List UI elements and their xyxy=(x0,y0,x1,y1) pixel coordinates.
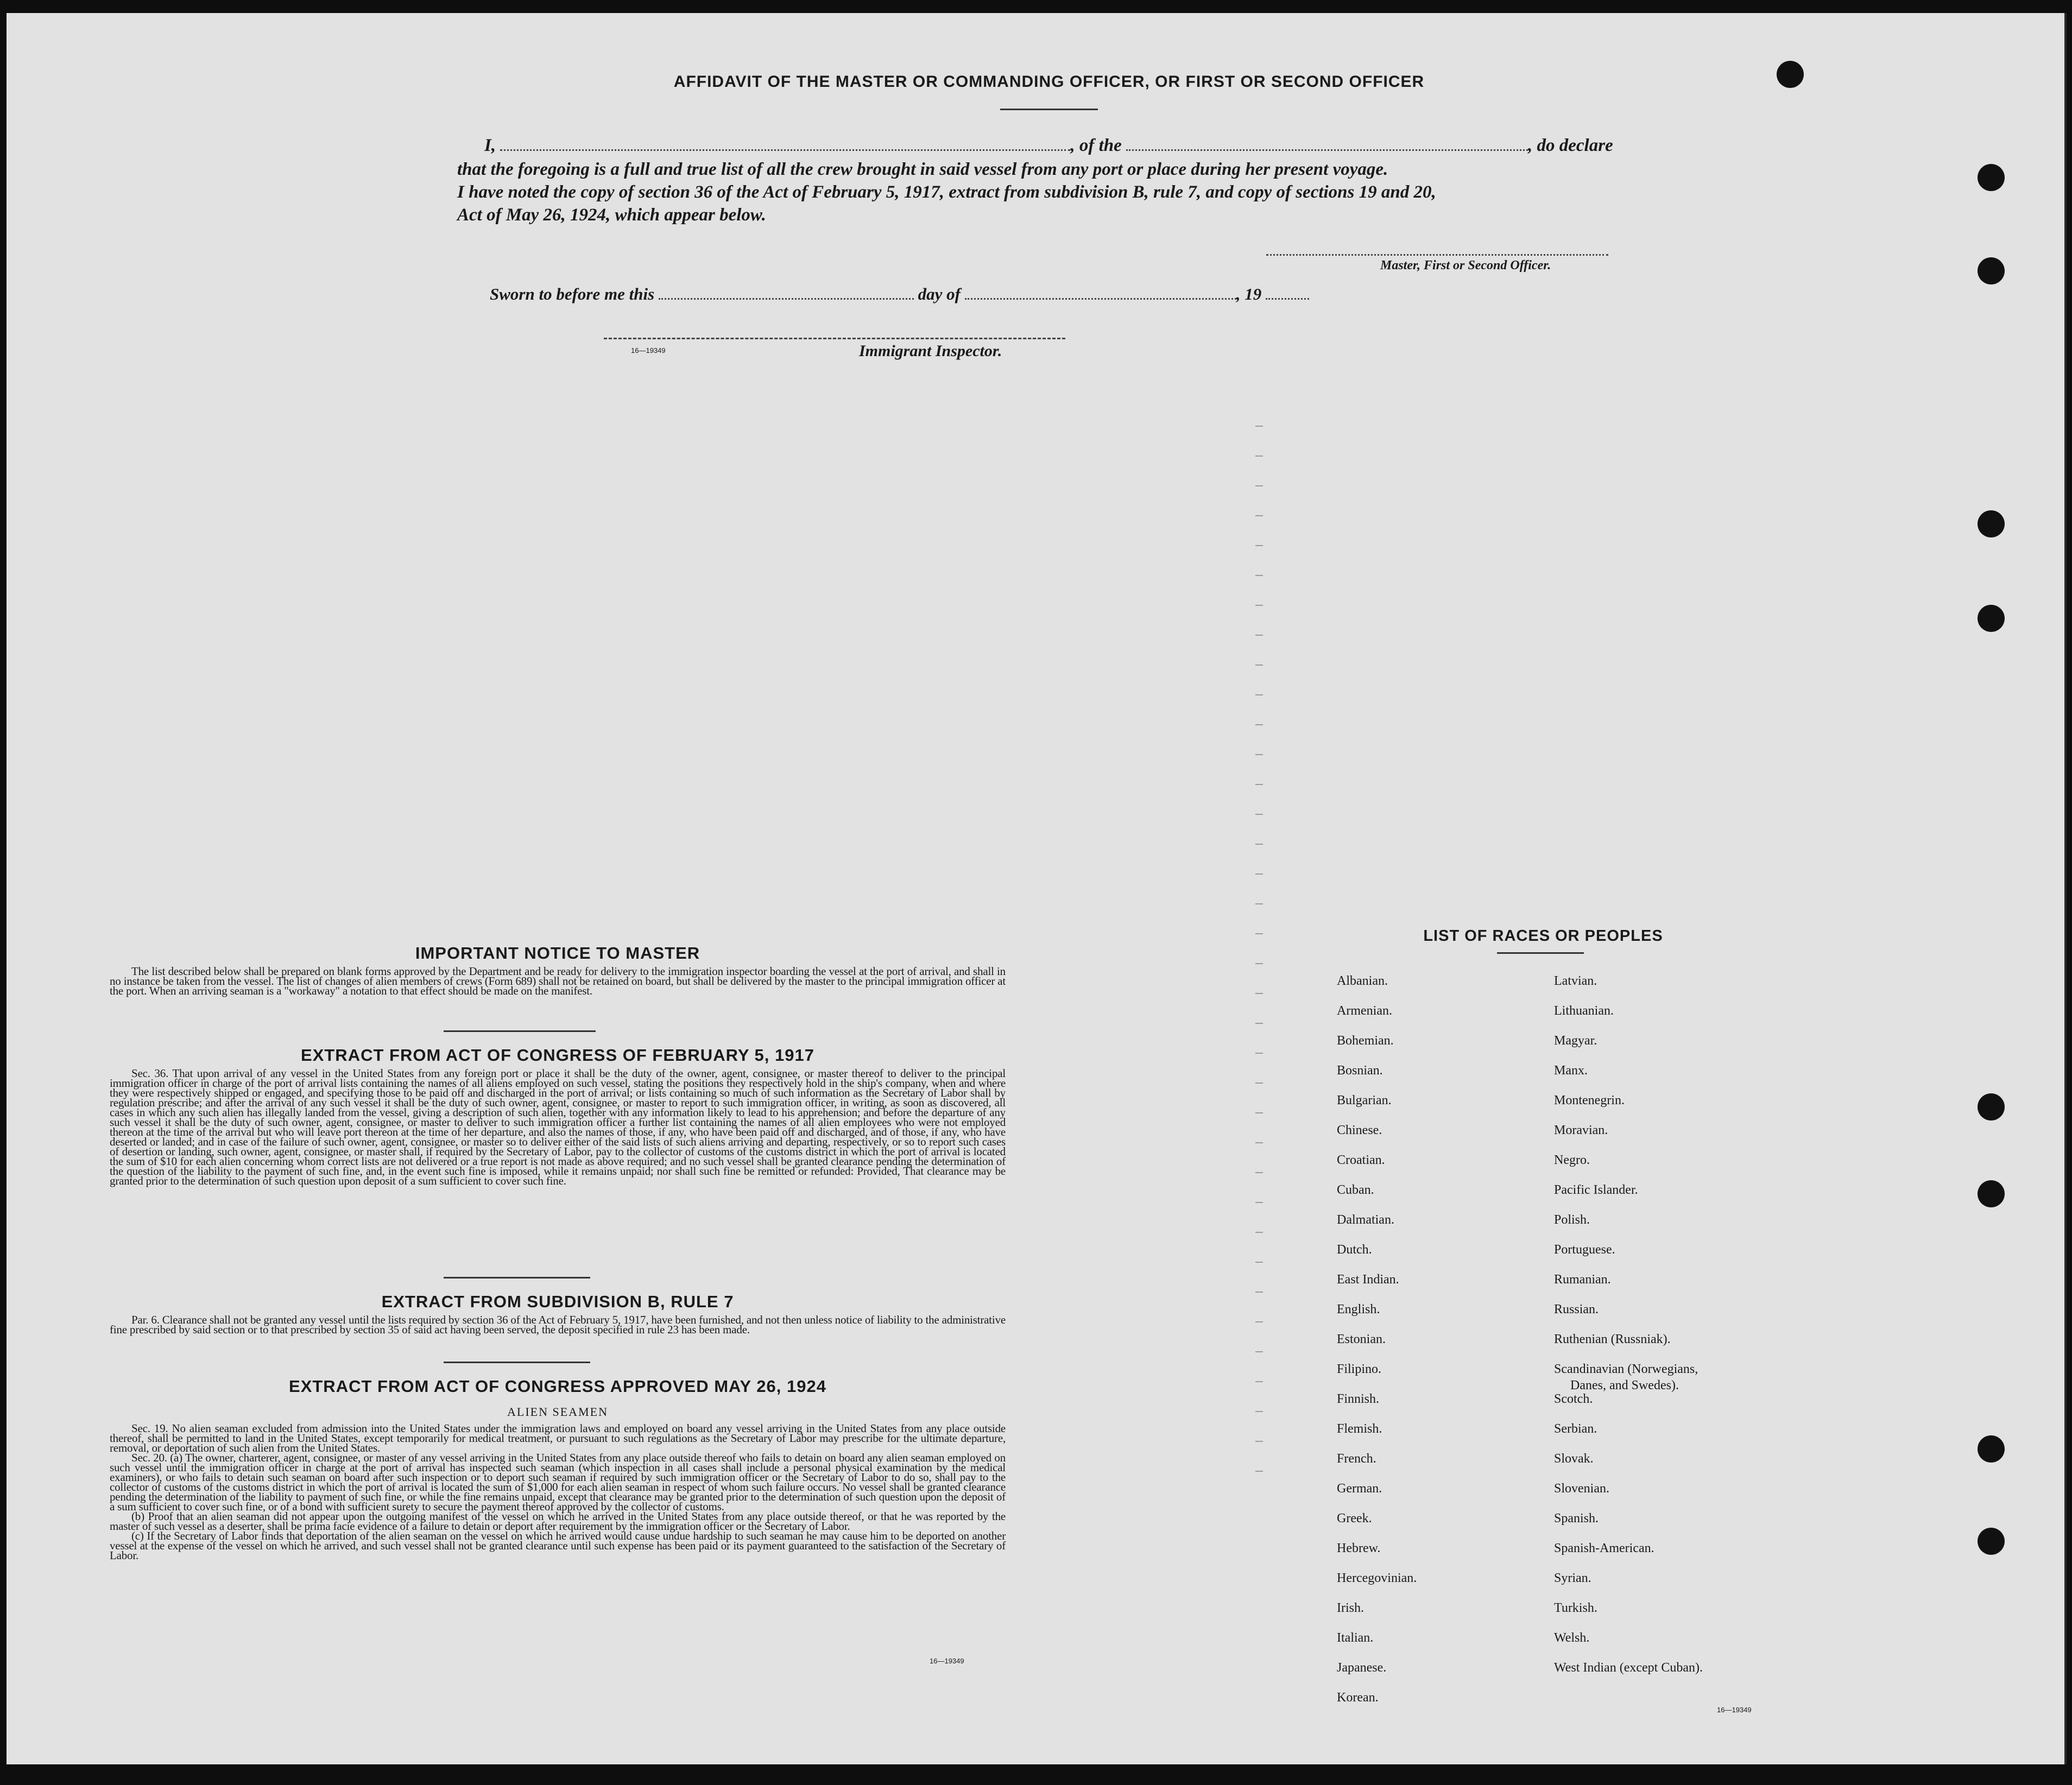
tick-mark xyxy=(1255,635,1263,636)
race-item: Serbian. xyxy=(1554,1422,1597,1436)
inspector-caption: Immigrant Inspector. xyxy=(859,342,1002,360)
race-item: Irish. xyxy=(1337,1601,1364,1615)
race-item: Scandinavian (Norwegians, xyxy=(1554,1362,1698,1376)
tick-mark xyxy=(1255,1083,1263,1084)
race-item: Korean. xyxy=(1337,1691,1379,1705)
notice-title: IMPORTANT NOTICE TO MASTER xyxy=(415,944,700,963)
affidavit-body-line2: I have noted the copy of section 36 of the Act of February 5, 1917, extract from subdivision B, rule 7, and copy of sections 19 and 20, xyxy=(457,182,1436,202)
tick-mark xyxy=(1255,1142,1263,1143)
extract-rule7-paragraph: Par. 6. Clearance shall not be granted any vessel until the lists required by section 36 of the Act of February 5, 1917, have been furnished, and not then unless notice of liability to the administrative fine prescribed by said section or to that prescribed by section 35 of said act having been served, the deposit specified in rule 23 has been made. xyxy=(110,1313,1006,1336)
extract-rule7-title: EXTRACT FROM SUBDIVISION B, RULE 7 xyxy=(381,1292,734,1311)
race-item: German. xyxy=(1337,1482,1382,1496)
punch-hole xyxy=(1978,1093,2005,1121)
race-item: Chinese. xyxy=(1337,1123,1382,1137)
race-item: Albanian. xyxy=(1337,974,1388,988)
i-label: I, xyxy=(484,136,496,155)
tick-mark xyxy=(1255,1321,1263,1322)
tick-mark xyxy=(1255,1292,1263,1293)
tick-mark xyxy=(1255,485,1263,486)
punch-hole xyxy=(1978,605,2005,632)
tick-mark xyxy=(1255,784,1263,785)
inspector-signature-line[interactable] xyxy=(604,338,1065,339)
sworn-line xyxy=(490,284,1309,304)
affidavit-body-line1: that the foregoing is a full and true list of all the crew brought in said vessel from any port or place during her present voyage. xyxy=(457,160,1388,179)
tick-mark xyxy=(1255,1202,1263,1203)
divider xyxy=(444,1362,590,1363)
sworn-year-field[interactable] xyxy=(1266,295,1309,300)
race-item: Polish. xyxy=(1554,1213,1590,1227)
affidavit-declaration-line xyxy=(484,136,1657,156)
divider xyxy=(444,1030,596,1032)
punch-hole xyxy=(1978,1435,2005,1463)
race-item: Greek. xyxy=(1337,1511,1372,1526)
form-number: 16—19349 xyxy=(1717,1706,1752,1714)
affidavit-title: AFFIDAVIT OF THE MASTER OR COMMANDING OFFICER, OR FIRST OR SECOND OFFICER xyxy=(673,73,1425,91)
tick-mark xyxy=(1255,1172,1263,1173)
section-19-paragraph: Sec. 19. No alien seaman excluded from admission into the United States under the immigration laws and employed on board any vessel arriving in the United States from any place outside thereof, shall be permitted to land in the United States, except temporarily for medical treatment, or pursuant to such regulations as the Secretary of Labor may prescribe for the ultimate departure, removal, or deportation of such alien from the United States. xyxy=(110,1422,1006,1454)
punch-hole xyxy=(1978,1528,2005,1555)
form-number: 16—19349 xyxy=(631,346,666,355)
sworn-day-field[interactable] xyxy=(659,295,914,300)
punch-hole xyxy=(1978,257,2005,284)
race-item: Russian. xyxy=(1554,1302,1599,1316)
divider xyxy=(444,1277,590,1278)
tick-mark xyxy=(1255,1441,1263,1442)
tick-mark xyxy=(1255,694,1263,695)
race-item: Manx. xyxy=(1554,1064,1588,1078)
form-number: 16—19349 xyxy=(930,1657,964,1665)
tick-mark xyxy=(1255,426,1263,427)
race-item: Croatian. xyxy=(1337,1153,1385,1167)
punch-hole xyxy=(1978,164,2005,191)
race-item: Bosnian. xyxy=(1337,1064,1383,1078)
tick-mark xyxy=(1255,1381,1263,1382)
day-of-label: day of xyxy=(918,284,961,303)
extract-1924-subtitle: ALIEN SEAMEN xyxy=(507,1405,608,1419)
race-item: Welsh. xyxy=(1554,1631,1590,1645)
tick-mark xyxy=(1255,1232,1263,1233)
race-item: Hebrew. xyxy=(1337,1541,1381,1555)
race-item: Moravian. xyxy=(1554,1123,1608,1137)
punch-hole xyxy=(1777,61,1804,88)
extract-1917-paragraph: Sec. 36. That upon arrival of any vessel in the United States from any foreign port or place it shall be the duty of the owner, agent, consignee, or master thereof to deliver to the principal immigration officer in charge of the port of arrival lists containing the names of all aliens employed on such vessel, stating the positions they respectively hold in the ship's company, when and where they were respectively shipped or engaged, and specifying those to be paid off and discharged in the port of arrival; or lists containing so much of such information as the Secretary of Labor shall by regulation prescribe; and after the arrival of any such vessel it shall be the duty of such owner, agent, consignee, or master to report to such immigration officer, in writing, as soon as discovered, all cases in which any such alien has illegally landed from the vessel, giving a description of such alien, together with any information likely to lead to his apprehension; and before the departure of any such vessel it shall be the duty of such owner, agent, consignee, or master to deliver to such immigration officer a further list containing the names of all alien employees who were not employed thereon at the time of the arrival but who will leave port thereon at the time of her departure, and also the names of those, if any, who have been paid off and discharged, and of those, if any, who have deserted or landed; and in case of the failure of such owner, agent, consignee, or master so to deliver either of the said lists of such aliens arriving and departing, respectively, or so to report such cases of desertion or landing, such owner, agent, consignee, or master shall, if required by the Secretary of Labor, pay to the collector of customs of the customs district in which the port of arrival is located the sum of $10 for each alien concerning whom correct lists are not delivered or a true report is not made as above required; and no such vessel shall be granted clearance pending the determination of the question of the liability to the payment of such fine, and, in the event such fine is imposed, while it remains unpaid; nor shall such fine be remitted or refunded: Provided, That clearance may be granted prior to the determination of such question upon deposit of a sum sufficient to cover such fine. xyxy=(110,1067,1006,1187)
race-item: Japanese. xyxy=(1337,1661,1387,1675)
races-title: LIST OF RACES OR PEOPLES xyxy=(1423,927,1663,945)
tick-mark xyxy=(1255,1023,1263,1024)
tick-mark xyxy=(1255,873,1263,875)
race-item: Slovak. xyxy=(1554,1452,1594,1466)
tick-mark xyxy=(1255,1053,1263,1054)
tick-mark xyxy=(1255,515,1263,516)
extract-1917-title: EXTRACT FROM ACT OF CONGRESS OF FEBRUARY 5, 1917 xyxy=(301,1046,814,1065)
race-item: Dutch. xyxy=(1337,1243,1372,1257)
race-item: Hercegovinian. xyxy=(1337,1571,1417,1585)
race-item: Rumanian. xyxy=(1554,1273,1611,1287)
tick-mark xyxy=(1255,455,1263,457)
race-item: Bulgarian. xyxy=(1337,1093,1392,1107)
section-20a-paragraph: Sec. 20. (a) The owner, charterer, agent, consignee, or master of any vessel arriving in the United States from any place outside thereof who fails to detain on board any alien seaman employed on such vessel until the immigration officer in charge at the port of arrival has inspected such seaman (which inspection in all cases shall include a personal physical examination by the medical examiners), or who fails to detain such seaman on board after such inspection or to deport such seaman if required by such immigration officer or the Secretary of Labor to do so, shall pay to the collector of customs of the customs district in which the port of arrival is located the sum of $1,000 for each alien seaman in respect of whom such failure occurs. No vessel shall be granted clearance pending the determination of the liability to payment of such fine, or while the fine remains unpaid, except that clearance may be granted prior to the determination of such question upon the deposit of a sum sufficient to cover such fine, or of a bond with sufficient surety to secure the payment thereof approved by the collector of customs. xyxy=(110,1451,1006,1513)
tick-mark xyxy=(1255,814,1263,815)
affidavit-body-line3: Act of May 26, 1924, which appear below. xyxy=(457,205,766,225)
extract-rule7-text xyxy=(110,1315,1006,1334)
extract-1924-title: EXTRACT FROM ACT OF CONGRESS APPROVED MAY 26, 1924 xyxy=(289,1377,826,1396)
tick-mark xyxy=(1255,575,1263,576)
race-item: Finnish. xyxy=(1337,1392,1380,1406)
divider xyxy=(1000,109,1098,110)
race-item: Slovenian. xyxy=(1554,1482,1609,1496)
race-item: Bohemian. xyxy=(1337,1034,1394,1048)
race-item: East Indian. xyxy=(1337,1273,1399,1287)
tick-mark xyxy=(1255,1411,1263,1412)
tick-mark xyxy=(1255,1471,1263,1472)
notice-text xyxy=(110,966,1006,996)
do-declare-label: , do declare xyxy=(1528,136,1613,155)
section-20c-paragraph: (c) If the Secretary of Labor finds that deportation of the alien seaman on the vessel on which he arrived would cause undue hardship to such seaman he may cause him to be deported on another vessel at the expense of the vessel on which he arrived, and such vessel shall not be granted clearance until such expense has been paid or its payment guaranteed to the satisfaction of the Secretary of Labor. xyxy=(110,1529,1006,1562)
sworn-label: Sworn to before me this xyxy=(490,284,655,303)
race-item: Filipino. xyxy=(1337,1362,1382,1376)
tick-mark xyxy=(1255,993,1263,994)
race-item: Dalmatian. xyxy=(1337,1213,1394,1227)
section-20b-paragraph: (b) Proof that an alien seaman did not appear upon the outgoing manifest of the vessel on which he arrived in the United States from any place outside thereof, or that he was reported by the master of such vessel as a deserter, shall be prima facie evidence of a failure to detain or deport after requirement by the immigration officer or the Secretary of Labor. xyxy=(110,1510,1006,1533)
race-item: Ruthenian (Russniak). xyxy=(1554,1332,1671,1346)
vessel-field[interactable] xyxy=(1126,146,1528,151)
race-item: Cuban. xyxy=(1337,1183,1374,1197)
race-item: Italian. xyxy=(1337,1631,1374,1645)
race-item: Latvian. xyxy=(1554,974,1597,988)
tick-mark xyxy=(1255,724,1263,725)
master-signature-line[interactable] xyxy=(1266,254,1608,256)
extract-1924-text xyxy=(110,1423,1006,1560)
tick-mark xyxy=(1255,1112,1263,1113)
race-item: Lithuanian. xyxy=(1554,1004,1614,1018)
race-item: Armenian. xyxy=(1337,1004,1392,1018)
race-item: Flemish. xyxy=(1337,1422,1382,1436)
tick-mark xyxy=(1255,664,1263,666)
race-item: French. xyxy=(1337,1452,1376,1466)
race-item: English. xyxy=(1337,1302,1380,1316)
race-item: Negro. xyxy=(1554,1153,1590,1167)
race-item: Montenegrin. xyxy=(1554,1093,1625,1107)
tick-mark xyxy=(1255,963,1263,964)
master-signature-caption: Master, First or Second Officer. xyxy=(1380,258,1551,273)
race-item: Estonian. xyxy=(1337,1332,1386,1346)
race-item: Danes, and Swedes). xyxy=(1570,1378,1679,1392)
race-item: Portuguese. xyxy=(1554,1243,1615,1257)
of-the-label: , of the xyxy=(1070,136,1122,155)
sworn-month-field[interactable] xyxy=(965,295,1236,300)
race-item: Scotch. xyxy=(1554,1392,1593,1406)
tick-mark xyxy=(1255,933,1263,934)
race-item: Syrian. xyxy=(1554,1571,1591,1585)
notice-paragraph: The list described below shall be prepared on blank forms approved by the Department and be ready for delivery to the immigration inspector boarding the vessel at the port of arrival, and shall in no instance be taken from the vessel. The list of changes of alien members of crews (Form 689) shall not be retained on board, but shall be delivered by the master to the principal immigration officer at the port. When an arriving seaman is a "workaway" a notation to that effect should be made on the manifest. xyxy=(110,965,1006,997)
tick-mark xyxy=(1255,903,1263,904)
race-item: Turkish. xyxy=(1554,1601,1597,1615)
race-item: Pacific Islander. xyxy=(1554,1183,1638,1197)
tick-mark xyxy=(1255,545,1263,546)
punch-hole xyxy=(1978,510,2005,537)
punch-hole xyxy=(1978,1180,2005,1207)
name-field[interactable] xyxy=(500,146,1070,151)
year-label: , 19 xyxy=(1236,284,1262,303)
race-item: Spanish-American. xyxy=(1554,1541,1654,1555)
race-item: Magyar. xyxy=(1554,1034,1597,1048)
document-page xyxy=(7,13,2067,1764)
tick-mark xyxy=(1255,1262,1263,1263)
tick-mark xyxy=(1255,844,1263,845)
tick-mark xyxy=(1255,1351,1263,1352)
race-item: Spanish. xyxy=(1554,1511,1599,1526)
tick-mark xyxy=(1255,754,1263,755)
race-item: West Indian (except Cuban). xyxy=(1554,1661,1703,1675)
tick-mark xyxy=(1255,605,1263,606)
divider xyxy=(1497,952,1584,954)
extract-1917-text xyxy=(110,1068,1006,1186)
